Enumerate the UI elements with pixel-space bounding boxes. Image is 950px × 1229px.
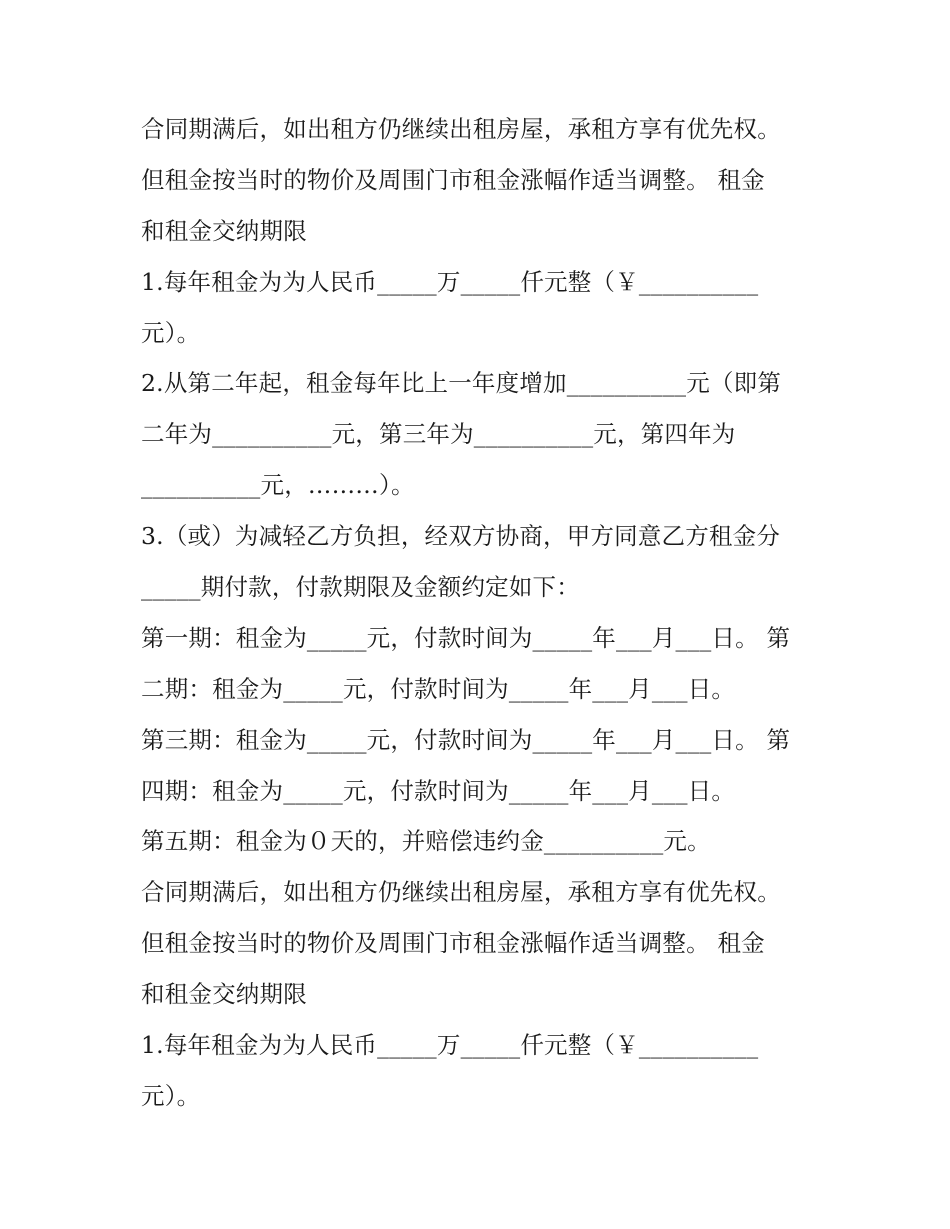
text-line: 元）。 — [141, 318, 201, 347]
text-line: 合同期满后，如出租方仍继续出租房屋，承租方享有优先权。 — [141, 115, 781, 143]
text-line: _____期付款，付款期限及金额约定如下： — [141, 573, 580, 602]
text-line: 元）。 — [141, 1081, 201, 1110]
text-line: 1.每年租金为为人民币_____万_____仟元整（￥__________ — [141, 1031, 759, 1060]
text-line: 合同期满后，如出租方仍继续出租房屋，承租方享有优先权。 — [141, 878, 781, 907]
text-line: 二年为__________元，第三年为__________元，第四年为 — [141, 420, 736, 449]
text-line: 第一期：租金为_____元，付款时间为_____年___月___日。 第 — [141, 623, 791, 652]
text-line: 和租金交纳期限 — [141, 980, 307, 1009]
text-line: 四期：租金为_____元，付款时间为_____年___月___日。 — [141, 776, 736, 805]
text-line: 但租金按当时的物价及周围门市租金涨幅作适当调整。 租金 — [141, 165, 765, 194]
text-line: 第五期：租金为０天的，并赔偿违约金__________元。 — [141, 827, 711, 856]
text-line: 但租金按当时的物价及周围门市租金涨幅作适当调整。 租金 — [141, 929, 765, 958]
text-line: 3.（或）为减轻乙方负担，经双方协商，甲方同意乙方租金分 — [141, 522, 781, 551]
text-line: 二期：租金为_____元，付款时间为_____年___月___日。 — [141, 674, 736, 703]
document-body — [141, 104, 821, 1122]
text-line: 2.从第二年起，租金每年比上一年度增加__________元（即第 — [141, 369, 782, 398]
text-line: __________元，………）。 — [141, 471, 415, 500]
text-line: 和租金交纳期限 — [141, 216, 307, 245]
text-line: 1.每年租金为为人民币_____万_____仟元整（￥__________ — [141, 267, 759, 296]
text-line: 第三期：租金为_____元，付款时间为_____年___月___日。 第 — [141, 725, 791, 754]
